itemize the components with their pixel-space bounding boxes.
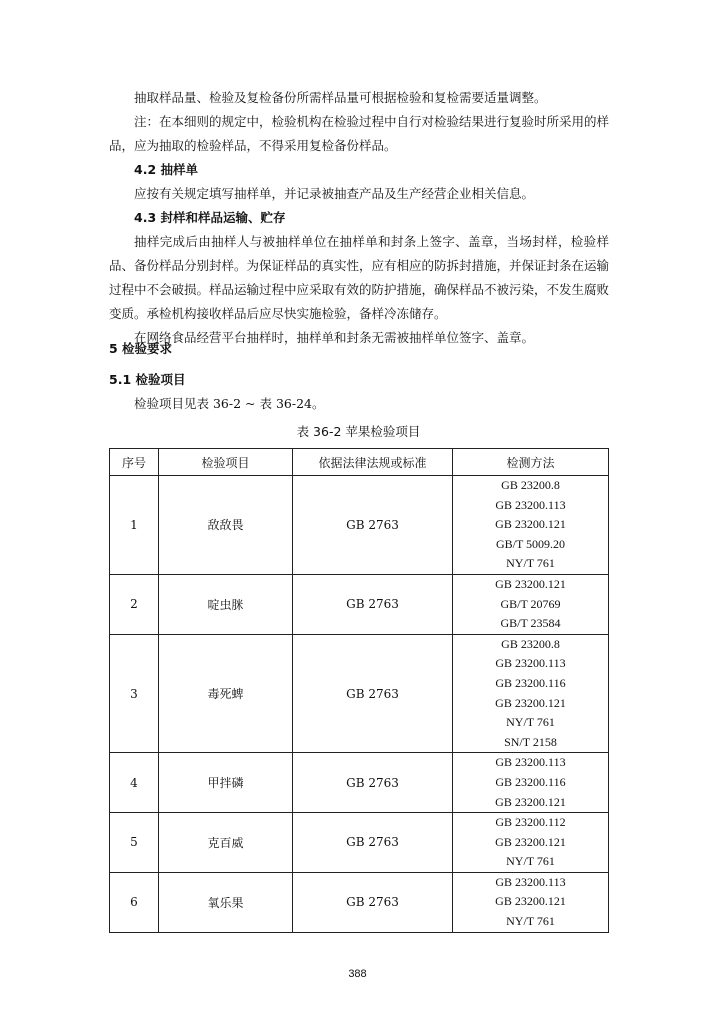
method-line: GB 23200.121 [495,576,566,591]
paragraph: 在网络食品经营平台抽样时，抽样单和封条无需被抽样单位签字、盖章。 [134,330,535,345]
method-line: GB 23200.121 [495,517,566,532]
cell-item: 敌敌畏 [159,476,293,575]
cell-methods [453,753,609,813]
cell-item: 甲拌磷 [159,753,293,813]
cell-standard: GB 2763 [293,574,453,634]
cell-no: 1 [110,476,159,575]
table-header-row [110,449,609,476]
cell-standard: GB 2763 [293,872,453,932]
paragraph: 抽取样品量、检验及复检备份所需样品量可根据检验和复检需要适量调整。 [134,90,547,105]
method-line: GB 23200.113 [495,656,566,671]
cell-methods [453,574,609,634]
cell-standard: GB 2763 [293,476,453,575]
method-line: NY/T 761 [506,715,555,730]
method-line: GB 23200.116 [495,774,566,789]
paragraph: 应按有关规定填写抽样单，并记录被抽查产品及生产经营企业相关信息。 [134,186,535,201]
cell-no: 3 [110,634,159,753]
method-line: GB 23200.121 [495,794,566,809]
cell-no: 2 [110,574,159,634]
note-paragraph: 注：在本细则的规定中，检验机构在检验过程中自行对检验结果进行复验时所采用的样品，应为抽取的检验样品，不得采用复检备份样品。 [109,114,610,153]
inspection-items-table [109,448,609,933]
method-line: GB 23200.112 [495,815,566,830]
cell-methods [453,872,609,932]
page-number: 388 [348,968,367,980]
cell-item: 克百威 [159,813,293,873]
method-line: GB 23200.113 [495,755,566,770]
cell-item: 啶虫脒 [159,574,293,634]
cell-standard: GB 2763 [293,813,453,873]
section-heading-4-2: 4.2 抽样单 [134,162,198,177]
method-line: GB 23200.8 [501,636,560,651]
table-row [110,574,609,634]
body-text-top [109,86,609,350]
header-cell-standard: 依据法律法规或标准 [293,449,453,476]
cell-item: 毒死蜱 [159,634,293,753]
header-cell-no: 序号 [110,449,159,476]
table-body [110,476,609,933]
method-line: GB 23200.121 [495,894,566,909]
method-line: GB/T 20769 [500,596,561,611]
method-line: GB 23200.113 [495,497,566,512]
cell-item: 氧乐果 [159,872,293,932]
method-line: GB/T 23584 [500,616,561,631]
method-line: NY/T 761 [506,556,555,571]
table-row [110,634,609,753]
table-row [110,753,609,813]
table-row [110,872,609,932]
header-cell-method: 检测方法 [453,449,609,476]
cell-methods [453,634,609,753]
section-heading-5-1: 5.1 检验项目 [109,372,186,387]
method-line: GB 23200.8 [501,478,560,492]
section-intro: 检验项目见表 36-2 ~ 表 36-24。 [134,396,325,411]
section-heading-4-3: 4.3 封样和样品运输、贮存 [134,210,286,225]
method-line: NY/T 761 [506,914,555,929]
section-5-1 [109,368,609,416]
paragraph: 抽样完成后由抽样人与被抽样单位在抽样单和封条上签字、盖章，当场封样，检验样品、备份样品分别封样。为保证样品的真实性，应有相应的防拆封措施，并保证封条在运输过程中不会破损。样品运输过程中应采取有效的防护措施，确保样品不被污染，不发生腐败变质。承检机构接收样品后应尽快实施检验，备样冷冻储存。 [109,234,610,321]
cell-methods [453,813,609,873]
method-line: GB 23200.116 [495,675,566,690]
table-row [110,813,609,873]
section-heading-5: 5 检验要求 [109,341,173,356]
cell-no: 5 [110,813,159,873]
method-line: GB 23200.121 [495,695,566,710]
cell-standard: GB 2763 [293,634,453,753]
table-row [110,476,609,575]
method-line: GB 23200.121 [495,834,566,849]
cell-methods [453,476,609,575]
method-line: NY/T 761 [506,854,555,869]
cell-no: 6 [110,872,159,932]
method-line: GB/T 5009.20 [495,536,566,551]
method-line: SN/T 2158 [504,734,557,749]
table-caption: 表 36-2 苹果检验项目 [296,424,421,439]
cell-no: 4 [110,753,159,813]
header-cell-item: 检验项目 [159,449,293,476]
method-line: GB 23200.113 [495,874,566,889]
cell-standard: GB 2763 [293,753,453,813]
section-5 [109,337,609,361]
